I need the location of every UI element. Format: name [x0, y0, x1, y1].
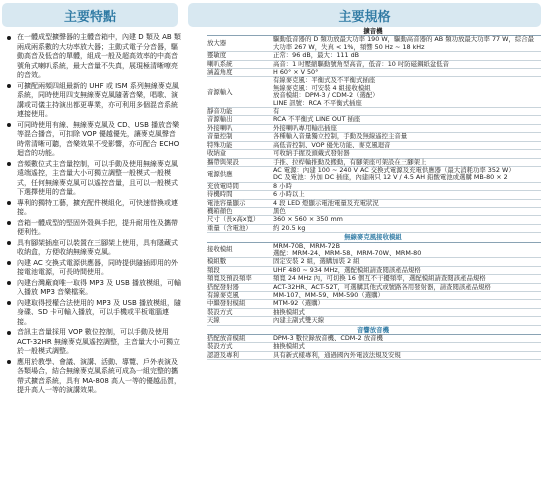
feature-item: 可擴配兩頻四組最新的 UHF 或 ISM 系列無線麥克風系統，同時使用四支無線麥克風隨著音樂，唱歌、演講或司儀主持演出都更專業，亦可利用多個混音系統連接使用。 — [4, 82, 182, 120]
spec-value-line: DC 及電池：外加 DC 插座，內建兩只 12 V / 4.5 AH 鉛酸電池或選購 MB-80 × 2 — [273, 173, 508, 182]
spec-section-label: 擴音機 — [207, 27, 541, 36]
spec-key: 搭配放音模組 — [207, 335, 273, 343]
spec-value-line: 8 小時 — [273, 181, 292, 190]
feature-item: 內建 AC 交換式電源供應器，同時提供隨插即用的外接電池電源，可長時間使用。 — [4, 259, 182, 278]
spec-value-line: 內建主副式雙天線 — [273, 316, 325, 325]
spec-row — [207, 36, 541, 52]
spec-row — [207, 308, 541, 316]
spec-row — [207, 133, 541, 141]
spec-key: 裝設方式 — [207, 308, 273, 316]
spec-key: 裝設方式 — [207, 343, 273, 351]
spec-key: 放大器 — [207, 36, 273, 52]
spec-key: 中繼發射模組 — [207, 300, 273, 308]
spec-value-line: 6 小時以上 — [273, 190, 305, 199]
spec-key: 音源輸入 — [207, 77, 273, 108]
spec-key: 有線麥克風 — [207, 292, 273, 300]
spec-row — [207, 141, 541, 149]
spec-key: 搭配發射器 — [207, 283, 273, 291]
spec-value-line: 外接喇叭專用輸出插座 — [273, 123, 337, 132]
spec-key: 涵蓋角度 — [207, 69, 273, 77]
spec-value-line: 有線麥克風：平衡式及不平衡式插座 — [273, 76, 376, 85]
spec-key: 認證及專利 — [207, 351, 273, 359]
spec-key: 待機時間 — [207, 191, 273, 199]
spec-key: 音量控制 — [207, 133, 273, 141]
spec-value-line: 抽換模組式 — [273, 342, 305, 351]
spec-value-line: MRM-70B、MRM-72B — [273, 241, 340, 250]
feature-item: 音訊主音量採用 VOP 數位控制，可以手動及使用 ACT-32HR 無線麥克風遙控調整，主音量大小可獨立於一般模式調整。 — [4, 328, 182, 357]
feature-item: 音頻數位式主音量控制，可以手動及使用無線麥克風遠端遙控，主音量大小可獨立調整一般模式一般模式，任何無線麥克風可以遙控音量，且可以一般模式下選擇使用的音量。 — [4, 160, 182, 198]
spec-value — [273, 317, 541, 325]
spec-value — [273, 275, 541, 283]
spec-value — [273, 52, 541, 60]
spec-value-line: 選配：MRM-24、MRM-58、MRM-70W、MRM-80 — [273, 248, 422, 257]
spec-key: 靜音功能 — [207, 108, 273, 116]
spec-key: 特殊功能 — [207, 141, 273, 149]
spec-row — [207, 150, 541, 158]
feature-item: 可同時使用有線、無線麥克風及 CD、USB 播放音樂等混合播音，可扣除 VOP 優越優先，讓麥克風聲音時常清晰可聽，音樂效果不受影響，亦可配合 ECHO 迴音的功能。 — [4, 121, 182, 159]
feature-item: 專利的獨特工藝，擴充配件模組化，可快速替換或連接。 — [4, 199, 182, 218]
spec-row — [207, 191, 541, 199]
spec-value — [273, 191, 541, 199]
spec-value-line: 頻寬 24 MHz 內，可切換 16 個互不干擾頻率，選配模組請查閱該產品規格 — [273, 274, 486, 283]
spec-value — [273, 77, 541, 108]
spec-key: 尺寸（長x高x寬） — [207, 216, 273, 224]
spec-value — [273, 36, 541, 52]
spec-row — [207, 77, 541, 108]
spec-key: 攜帶與架設 — [207, 158, 273, 166]
spec-row — [207, 224, 541, 232]
spec-value-line: MM-107、MM-59、MM-590（選購） — [273, 291, 384, 299]
spec-value-line: 無線麥克風：可安裝 4 組接收模組 — [273, 83, 371, 92]
spec-key: 頻寬及預設頻率 — [207, 275, 273, 283]
spec-value-line: 高音：1 吋壓縮驅動號角型高音，低音：10 吋防磁鋼紙盆低音 — [273, 59, 450, 68]
spec-value-line: AC 電源：內建 100 ~ 240 V AC 交換式電源及充電供應器（最大消耗功率 352 W） — [273, 165, 515, 174]
spec-section-label: 音響放音機 — [207, 325, 541, 334]
spec-key: 天線 — [207, 317, 273, 325]
feature-item: 內建取得授權合法使用的 MP3 及 USB 播放模組，隨身碟、SD 卡可輸入播放，可以手機或平板電腦連接。 — [4, 299, 182, 328]
spec-value-line: 4 段 LED 燈顯示電池電量及充電狀況 — [273, 198, 379, 207]
spec-value-line: 360 × 560 × 350 mm — [273, 215, 343, 224]
spec-value-line: ACT-32HR、ACT-52T，可選購其他式或號路各用發射器，請查閱該產品規格 — [273, 282, 491, 291]
spec-row — [207, 275, 541, 283]
spec-row — [207, 52, 541, 60]
spec-key: 模組數 — [207, 258, 273, 266]
specs-table — [207, 27, 541, 360]
spec-value — [273, 182, 541, 190]
spec-row — [207, 300, 541, 308]
feature-item: 內建台灣廠商唯一取得 MP3 及 USB 播放模組，可輸入播放 MP3 音樂檔案。 — [4, 279, 182, 298]
spec-key: 靈敏度 — [207, 52, 273, 60]
spec-value-line: 約 20.5 kg — [273, 223, 306, 232]
spec-value — [273, 300, 541, 308]
spec-key: 電池容量顯示 — [207, 199, 273, 207]
spec-value-line: RCA 不平衡式 LINE OUT 插座 — [273, 115, 361, 124]
spec-section-title — [207, 233, 541, 242]
spec-value-line: 手推、拉桿輪推動及搬動，有腳架座可架設在三腳架上 — [273, 157, 427, 166]
spec-key: 喇叭系統 — [207, 60, 273, 68]
spec-key: 電源供應 — [207, 166, 273, 182]
spec-value-line: 放音模組：DPM-3 / CDM-2（選配） — [273, 91, 379, 100]
features-header: 主要特點 — [2, 3, 178, 27]
spec-row — [207, 351, 541, 359]
spec-value-line: DPM-3 數位錄放音機、CDM-2 放音機 — [273, 334, 383, 343]
spec-row — [207, 199, 541, 207]
spec-value-line: 可收納手握及頭戴式發射器 — [273, 149, 350, 158]
spec-key: 音源輸出 — [207, 116, 273, 124]
spec-value — [273, 242, 541, 258]
spec-value — [273, 335, 541, 343]
spec-value-line: UHF 480 ~ 934 MHz，選配模組請查閱該產品規格 — [273, 265, 421, 274]
spec-key: 外接喇叭 — [207, 124, 273, 132]
spec-key: 接收模組 — [207, 242, 273, 258]
spec-row — [207, 116, 541, 124]
spec-value-line: LINE 訊號：RCA 不平衡式插座 — [273, 98, 362, 107]
specs-header: 主要規格 — [188, 3, 541, 27]
spec-key: 重量（含電池） — [207, 224, 273, 232]
spec-value-line: 固定安裝 2 組，選購加裝 2 組 — [273, 257, 360, 266]
feature-item: 具有腳架插座可以裝置在三腳架上使用，具有隱藏式收納盒，方便收納無線麥克風。 — [4, 239, 182, 258]
feature-item: 音箱一體成型的堅固外殼與手把，提升耐用性及攜帶便利性。 — [4, 219, 182, 238]
spec-value-line: 黑色 — [273, 206, 286, 215]
spec-value — [273, 166, 541, 182]
spec-section-label: 無線麥克風接收模組 — [207, 233, 541, 242]
spec-key: 頻段 — [207, 266, 273, 274]
spec-key: 收納盒 — [207, 150, 273, 158]
spec-value-line: 有 — [273, 107, 280, 116]
spec-value-line: 抽換模組式 — [273, 307, 305, 316]
spec-key: 充放電時間 — [207, 182, 273, 190]
spec-row — [207, 242, 541, 258]
spec-row — [207, 335, 541, 343]
spec-value — [273, 216, 541, 224]
spec-value-line: 高低音控制、VOP 優先功能、麥克風迴音 — [273, 140, 391, 149]
spec-row — [207, 60, 541, 68]
spec-value-line: MTM-92（選購） — [273, 299, 324, 308]
spec-value — [273, 199, 541, 207]
spec-row — [207, 216, 541, 224]
spec-row — [207, 317, 541, 325]
features-list — [4, 33, 182, 397]
spec-row — [207, 292, 541, 300]
feature-item: 在一體成型擴聲器的主體音箱中，內建 D 類及 AB 類兩成兩系數的大功率放大器；主動式電子分音器，驅動高音及低音的單體，組成一般及超高效率的中高音號角式喇叭系統，最大音量不失真，展現極清晰嘹亮的音效。 — [4, 33, 182, 81]
spec-value — [273, 351, 541, 359]
spec-value — [273, 224, 541, 232]
spec-row — [207, 166, 541, 182]
spec-value — [273, 150, 541, 158]
spec-row — [207, 108, 541, 116]
spec-value — [273, 133, 541, 141]
spec-value-line: H 60° × V 50° — [273, 68, 319, 77]
spec-value-line: 具有新式樣專利，通過國內外電波法規及安規 — [273, 350, 401, 359]
spec-key: 機箱顏色 — [207, 207, 273, 215]
spec-row — [207, 182, 541, 190]
spec-value-line: 各種輸入音量獨立控制，手動及無線遙控主音量 — [273, 132, 408, 141]
spec-value-line: 正常：96 dB，最大：111 dB — [273, 51, 360, 60]
spec-value-line: 驅動低音器的 D 類功放最大功率 190 W，驅動高音器的 AB 類功放最大功率 77 W，綜合最大功率 267 W，失真 < 1%，頻響 50 Hz ~ 18 kHz — [273, 35, 535, 51]
feature-item: 應用於教學、會議、演講、活動、導覽、戶外表演及各類場合，結合無線麥克風系統可成為一組完整的攜帶式擴音系統，具有 MA-808 高人一等的優越品質，提升高人一等的演講效果。 — [4, 358, 182, 396]
